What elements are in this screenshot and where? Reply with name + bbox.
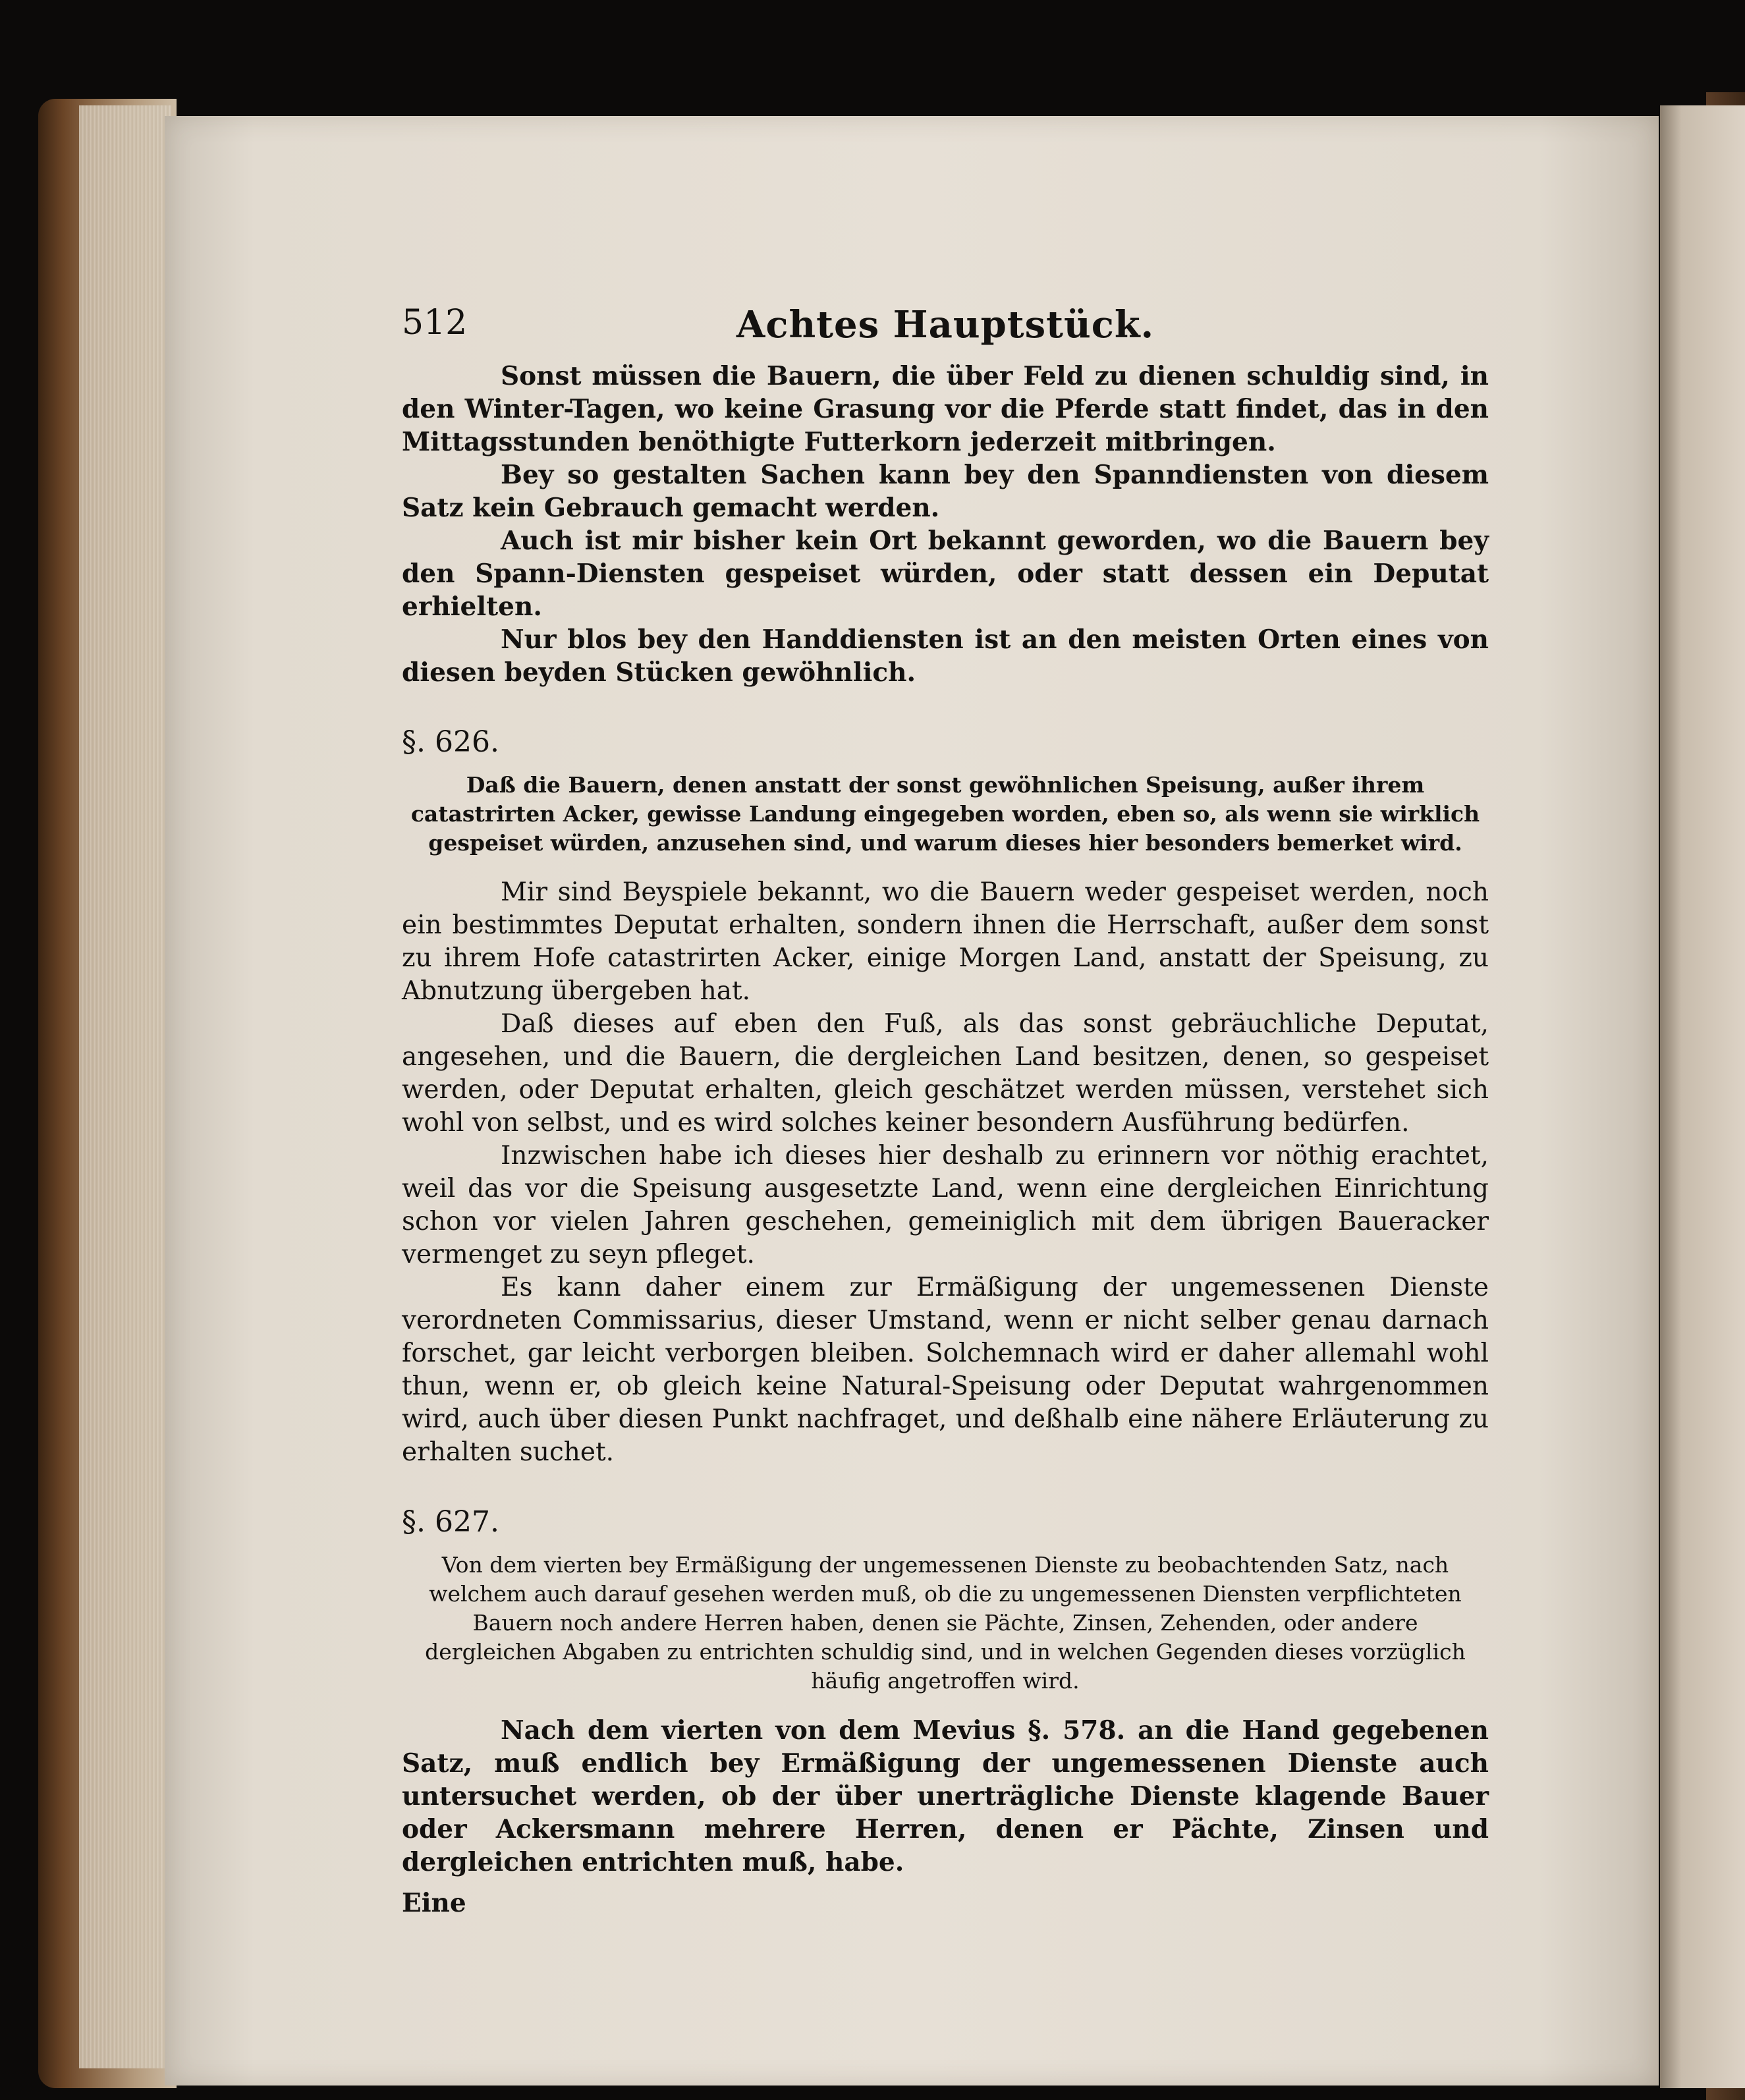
facing-page-edge [1660, 105, 1745, 2088]
section-626-paragraph: Mir sind Beyspiele bekannt, wo die Bauern weder gespeiset werden, noch ein bestimmtes Deputat erhalten, sondern ihnen die Herrschaft, außer dem sonst zu ihrem Hofe catastrirten Acker, einige Morgen Land, anstatt der Speisung, zu Abnutzung übergeben hat. [402, 877, 1489, 1006]
intro-paragraph: Nur blos bey den Handdiensten ist an den meisten Orten eines von diesen beyden Stücken gewöhnlich. [402, 624, 1489, 688]
section-626-paragraph: Daß dieses auf eben den Fuß, als das sonst gebräuchliche Deputat, angesehen, und die Bauern, die dergleichen Land besitzen, denen, so gespeiset werden, oder Deputat erhalten, gleich geschätzet werden müssen, verstehet sich wohl von selbst, und es wird solches keiner besondern Ausführung bedürfen. [402, 1009, 1489, 1138]
section-626-paragraph: Es kann daher einem zur Ermäßigung der ungemessenen Dienste verordneten Commissarius, dieser Umstand, wenn er nicht selber genau darnach forschet, gar leicht verborgen bleiben. Solchemnach wird er daher allemahl wohl thun, wenn er, ob gleich keine Natural-Speisung oder Deputat wahrgenommen wird, auch über diesen Punkt nachfraget, und deßhalb eine nähere Erläuterung zu erhalten suchet. [402, 1273, 1489, 1467]
page-stack-edge [79, 105, 171, 2068]
intro-paragraph: Bey so gestalten Sachen kann bey den Spanndiensten von diesem Satz kein Gebrauch gemacht werden. [402, 460, 1489, 523]
section-627-paragraph: Nach dem vierten von dem Mevius §. 578. an die Hand gegebenen Satz, muß endlich bey Ermäßigung der ungemessenen Dienste auch untersuchet werden, ob der über unerträgliche Dienste klagende Bauer oder Ackersmann mehrere Herren, denen er Pächte, Zinsen und dergleichen entrichten muß, habe. [402, 1715, 1489, 1877]
text-column [402, 303, 1489, 1920]
section-626-paragraph: Inzwischen habe ich dieses hier deshalb zu erinnern vor nöthig erachtet, weil das vor die Speisung ausgesetzte Land, wenn eine dergleichen Einrichtung schon vor vielen Jahren geschehen, gemeiniglich mit dem übrigen Baueracker vermenget zu seyn pfleget. [402, 1141, 1489, 1269]
running-head [402, 303, 1489, 360]
page-number: 512 [402, 303, 468, 343]
intro-paragraph: Auch ist mir bisher kein Ort bekannt geworden, wo die Bauern bey den Spann-Diensten gespeiset würden, oder statt dessen ein Deputat erhielten. [402, 526, 1489, 622]
section-number-626: §. 626. [402, 725, 499, 759]
chapter-title: Achtes Hauptstück. [736, 303, 1155, 346]
section-summary-626: Daß die Bauern, denen anstatt der sonst gewöhnlichen Speisung, außer ihrem catastrirten Acker, gewisse Landung eingegeben worden, eben so, als wenn sie wirklich gespeiset würden, anzusehen sind, und warum dieses hier besonders bemerket wird. [410, 772, 1480, 856]
intro-paragraph: Sonst müssen die Bauern, die über Feld zu dienen schuldig sind, in den Winter-Tagen, wo keine Grasung vor die Pferde statt findet, das in den Mittagsstunden benöthigte Futterkorn jederzeit mitbringen. [402, 361, 1489, 457]
section-summary-627: Von dem vierten bey Ermäßigung der ungemessenen Dienste zu beobachtenden Satz, nach welchem auch darauf gesehen werden muß, ob die zu ungemessenen Diensten verpflichteten Bauern noch andere Herren haben, denen sie Pächte, Zinsen, Zehenden, oder andere dergleichen Abgaben zu entrichten schuldig sind, und in welchen Gegenden dieses vorzüglich häufig angetroffen wird. [425, 1552, 1466, 1694]
catchword: Eine [402, 1888, 466, 1918]
section-number-627: §. 627. [402, 1505, 499, 1539]
